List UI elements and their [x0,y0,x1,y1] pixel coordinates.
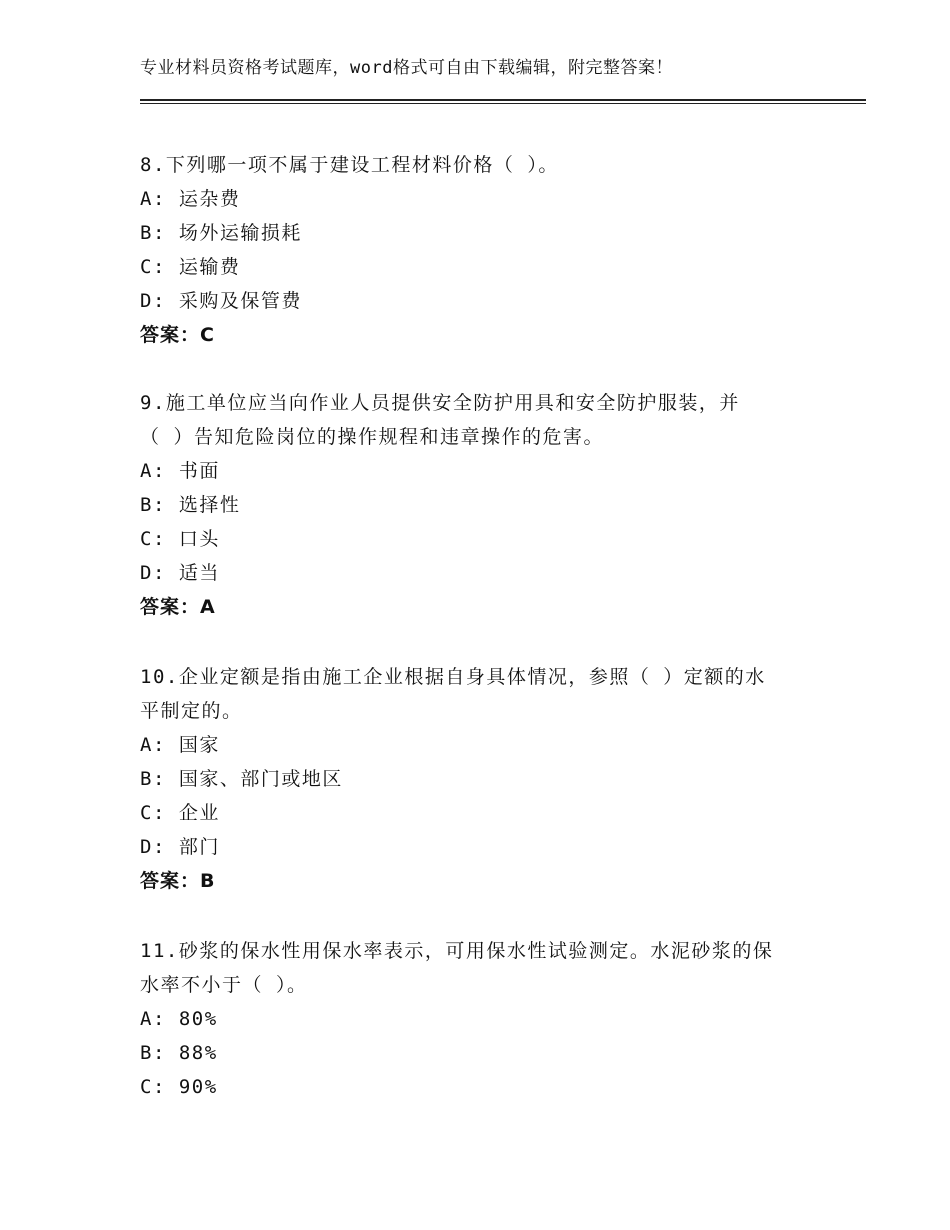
option-a: A: 80% [140,1008,218,1030]
option-c: C: 运输费 [140,256,241,278]
option-c: C: 90% [140,1076,218,1098]
option-d: D: 部门 [140,836,220,858]
header-rule-thin [140,103,866,104]
option-b: B: 国家、部门或地区 [140,768,343,790]
question-stem: 10.企业定额是指由施工企业根据自身具体情况，参照（ ）定额的水 [140,666,766,688]
header-title: 专业材料员资格考试题库，word格式可自由下载编辑，附完整答案！ [140,58,673,78]
header-rule-thick [140,99,866,101]
question-stem-continued: 平制定的。 [140,700,243,722]
question-stem: 8.下列哪一项不属于建设工程材料价格（ ）。 [140,154,559,176]
question-stem-continued: （ ）告知危险岗位的操作规程和违章操作的危害。 [140,426,604,448]
option-d: D: 适当 [140,562,220,584]
option-d: D: 采购及保管费 [140,290,302,312]
option-a: A: 运杂费 [140,188,241,210]
question-8 [140,148,820,352]
option-a: A: 国家 [140,734,220,756]
question-9 [140,386,820,624]
option-b: B: 88% [140,1042,218,1064]
question-10 [140,660,820,898]
option-c: C: 口头 [140,528,220,550]
question-stem: 11.砂浆的保水性用保水率表示，可用保水性试验测定。水泥砂浆的保 [140,940,774,962]
page-header [140,56,866,80]
question-11 [140,934,820,1104]
option-b: B: 选择性 [140,494,241,516]
question-stem-continued: 水率不小于（ ）。 [140,974,308,996]
option-a: A: 书面 [140,460,220,482]
answer-line: 答案：B [140,870,216,892]
question-stem: 9.施工单位应当向作业人员提供安全防护用具和安全防护服装，并 [140,392,740,414]
option-c: C: 企业 [140,802,220,824]
option-b: B: 场外运输损耗 [140,222,302,244]
answer-line: 答案：C [140,324,215,346]
answer-line: 答案：A [140,596,216,618]
